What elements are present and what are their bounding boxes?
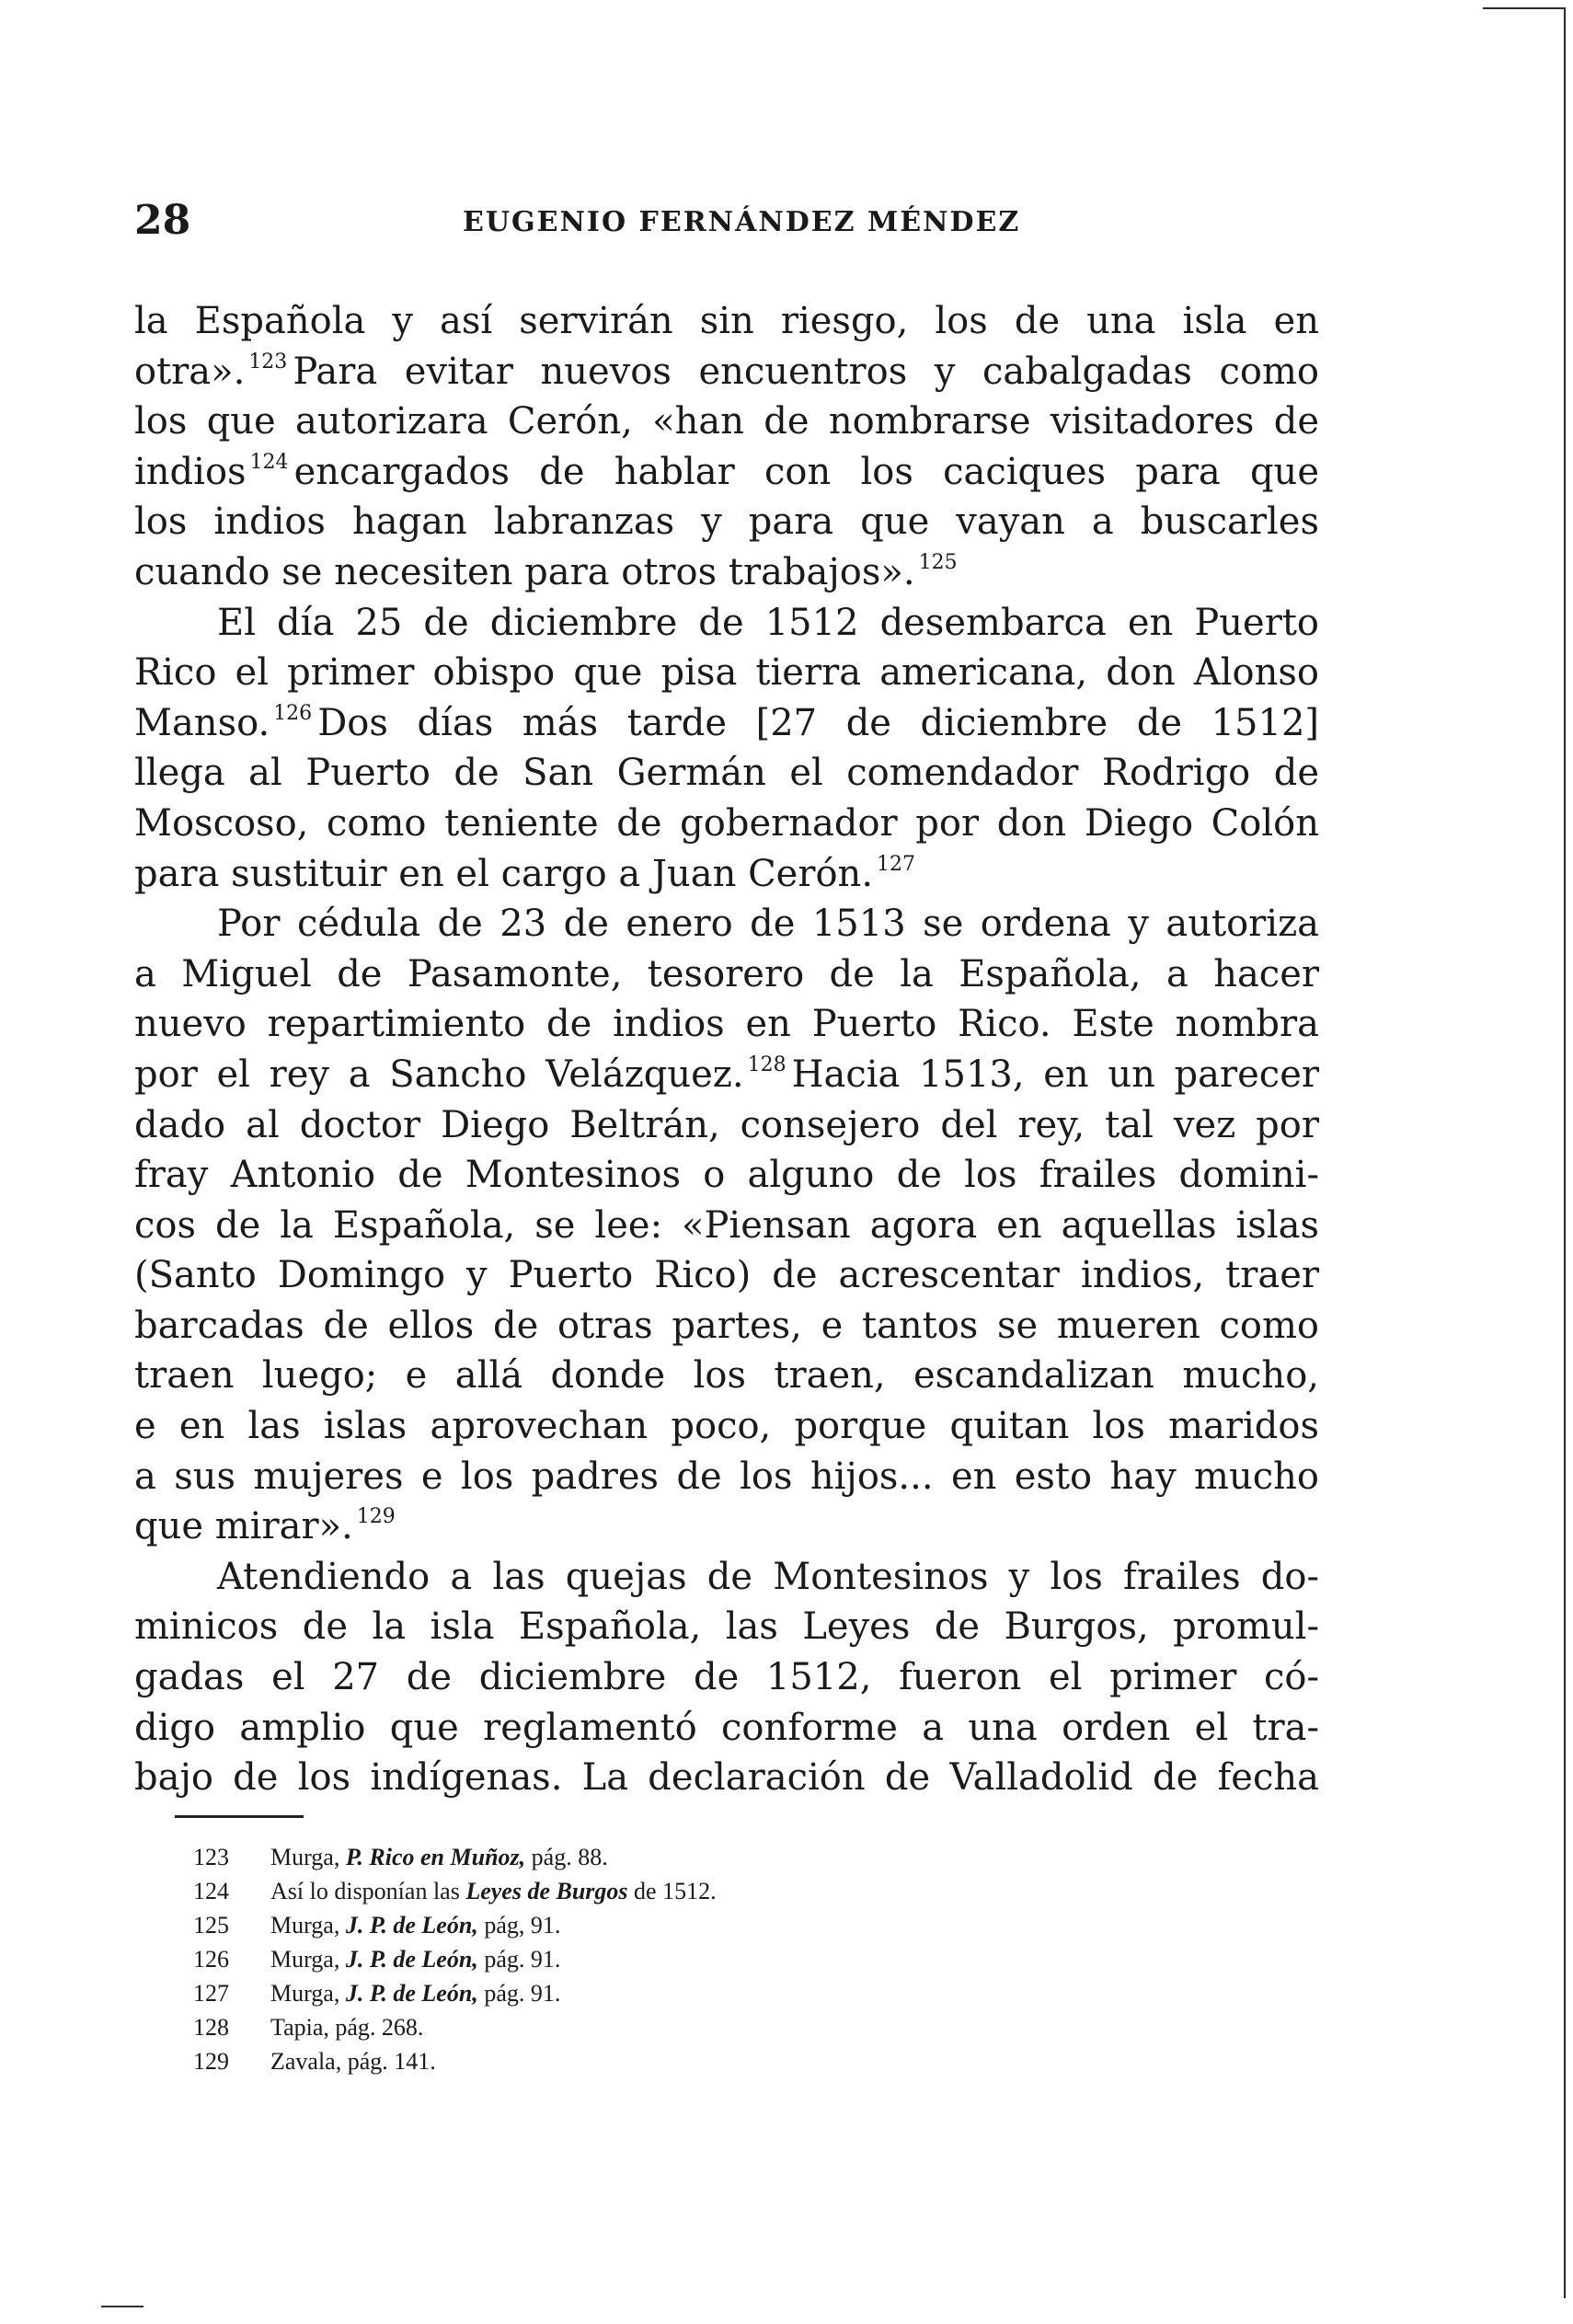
text-line: indios $^{124}$ encargados de hablar con los caciques para que — [134, 450, 1319, 493]
footnote: 128 Tapia, pág. 268. — [193, 2010, 1021, 2044]
text-line: cuando se necesiten para otros trabajos». $^{125}$ — [134, 550, 958, 593]
footnote-number: 128 — [193, 2014, 229, 2041]
footnote-number: 124 — [193, 1878, 229, 1904]
footnote-number: 125 — [193, 1912, 229, 1939]
text-line: El día 25 de diciembre de 1512 desembarca en Puerto — [217, 601, 1319, 644]
text-line: fray Antonio de Montesinos o alguno de los frailes domini- — [134, 1154, 1319, 1197]
text-line: la Española y así servirán sin riesgo, los de una isla en — [134, 300, 1319, 342]
text-line: traen luego; e allá donde los traen, escandalizan mucho, — [134, 1354, 1319, 1398]
text-line: los indios hagan labranzas y para que vayan a buscarles — [134, 500, 1319, 544]
text-line: digo amplio que reglamentó conforme a una orden el tra- — [134, 1706, 1319, 1749]
text-line: Moscoso, como teniente de gobernador por don Diego Colón — [134, 801, 1319, 845]
text-line: que mirar». $^{129}$ — [134, 1505, 396, 1548]
text-line: e en las islas aprovechan poco, porque quitan los maridos — [134, 1405, 1319, 1448]
footnote: 125 Murga, J. P. de León, pág, 91. — [193, 1908, 1021, 1942]
text-line: dado al doctor Diego Beltrán, consejero del rey, tal vez por — [134, 1103, 1319, 1146]
text-line: a sus mujeres e los padres de los hijos... en esto hay mucho — [134, 1455, 1319, 1498]
text-line: nuevo repartimiento de indios en Puerto Rico. Este nombra — [134, 1003, 1319, 1046]
footnote-ref: 125 — [918, 550, 958, 574]
footnote: 126 Murga, J. P. de León, pág. 91. — [193, 1942, 1021, 1976]
footnote-number: 123 — [193, 1844, 229, 1870]
text-line: Manso. $^{126}$ Dos días más tarde [27 de diciembre de 1512] — [134, 701, 1319, 744]
text-line: cos de la Española, se lee: «Piensan agora en aquellas islas — [134, 1203, 1319, 1247]
page-header — [134, 197, 1312, 252]
footnote-ref: 129 — [356, 1505, 396, 1529]
text-line: a Miguel de Pasamonte, tesorero de la Española, a hacer — [134, 952, 1319, 995]
text-line: Por cédula de 23 de enero de 1513 se ordena y autoriza — [217, 903, 1319, 946]
scan-edge-top — [1483, 7, 1566, 9]
footnote-divider — [175, 1815, 304, 1818]
body-text — [134, 296, 1319, 1803]
footnote-number: 127 — [193, 1980, 229, 2007]
text-line: minicos de la isla Española, las Leyes de Burgos, promul- — [134, 1605, 1319, 1649]
footnote-ref: 124 — [249, 450, 289, 474]
footnote-ref: 128 — [747, 1053, 786, 1076]
footnote: 124 Así lo disponían las Leyes de Burgos de 1512. — [193, 1874, 1021, 1908]
text-line: bajo de los indígenas. La declaración de Valladolid de fecha — [134, 1756, 1319, 1800]
scan-edge-right — [1564, 7, 1566, 2298]
text-line: otra». $^{123}$ Para evitar nuevos encuentros y cabalgadas como — [134, 350, 1319, 393]
footnote-number: 129 — [193, 2048, 229, 2075]
text-line: los que autorizara Cerón, «han de nombrarse visitadores de — [134, 400, 1319, 443]
text-line: Rico el primer obispo que pisa tierra americana, don Alonso — [134, 651, 1319, 695]
footnotes — [193, 1840, 1021, 2078]
footnote: 123 Murga, P. Rico en Muñoz, pág. 88. — [193, 1840, 1021, 1874]
text-line: por el rey a Sancho Velázquez. $^{128}$ Hacia 1513, en un parecer — [134, 1053, 1319, 1096]
text-line: barcadas de ellos de otras partes, e tantos se mueren como — [134, 1304, 1319, 1347]
scan-mark-bottom — [101, 2306, 144, 2307]
text-line: (Santo Domingo y Puerto Rico) de acrescentar indios, traer — [134, 1254, 1319, 1297]
footnote-ref: 123 — [248, 350, 288, 374]
text-line: para sustituir en el cargo a Juan Cerón. $^{127}$ — [134, 852, 916, 895]
text-line: Atendiendo a las quejas de Montesinos y los frailes do- — [217, 1555, 1319, 1598]
footnote-ref: 126 — [273, 701, 313, 725]
footnote-ref: 127 — [877, 852, 916, 876]
footnote: 129 Zavala, pág. 141. — [193, 2044, 1021, 2078]
footnote-number: 126 — [193, 1946, 229, 1973]
page-number: 28 — [134, 197, 191, 244]
text-line: gadas el 27 de diciembre de 1512, fueron el primer có- — [134, 1656, 1319, 1699]
footnote: 127 Murga, J. P. de León, pág. 91. — [193, 1976, 1021, 2010]
text-line: llega al Puerto de San Germán el comendador Rodrigo de — [134, 752, 1319, 795]
running-head: EUGENIO FERNÁNDEZ MÉNDEZ — [463, 206, 1021, 238]
